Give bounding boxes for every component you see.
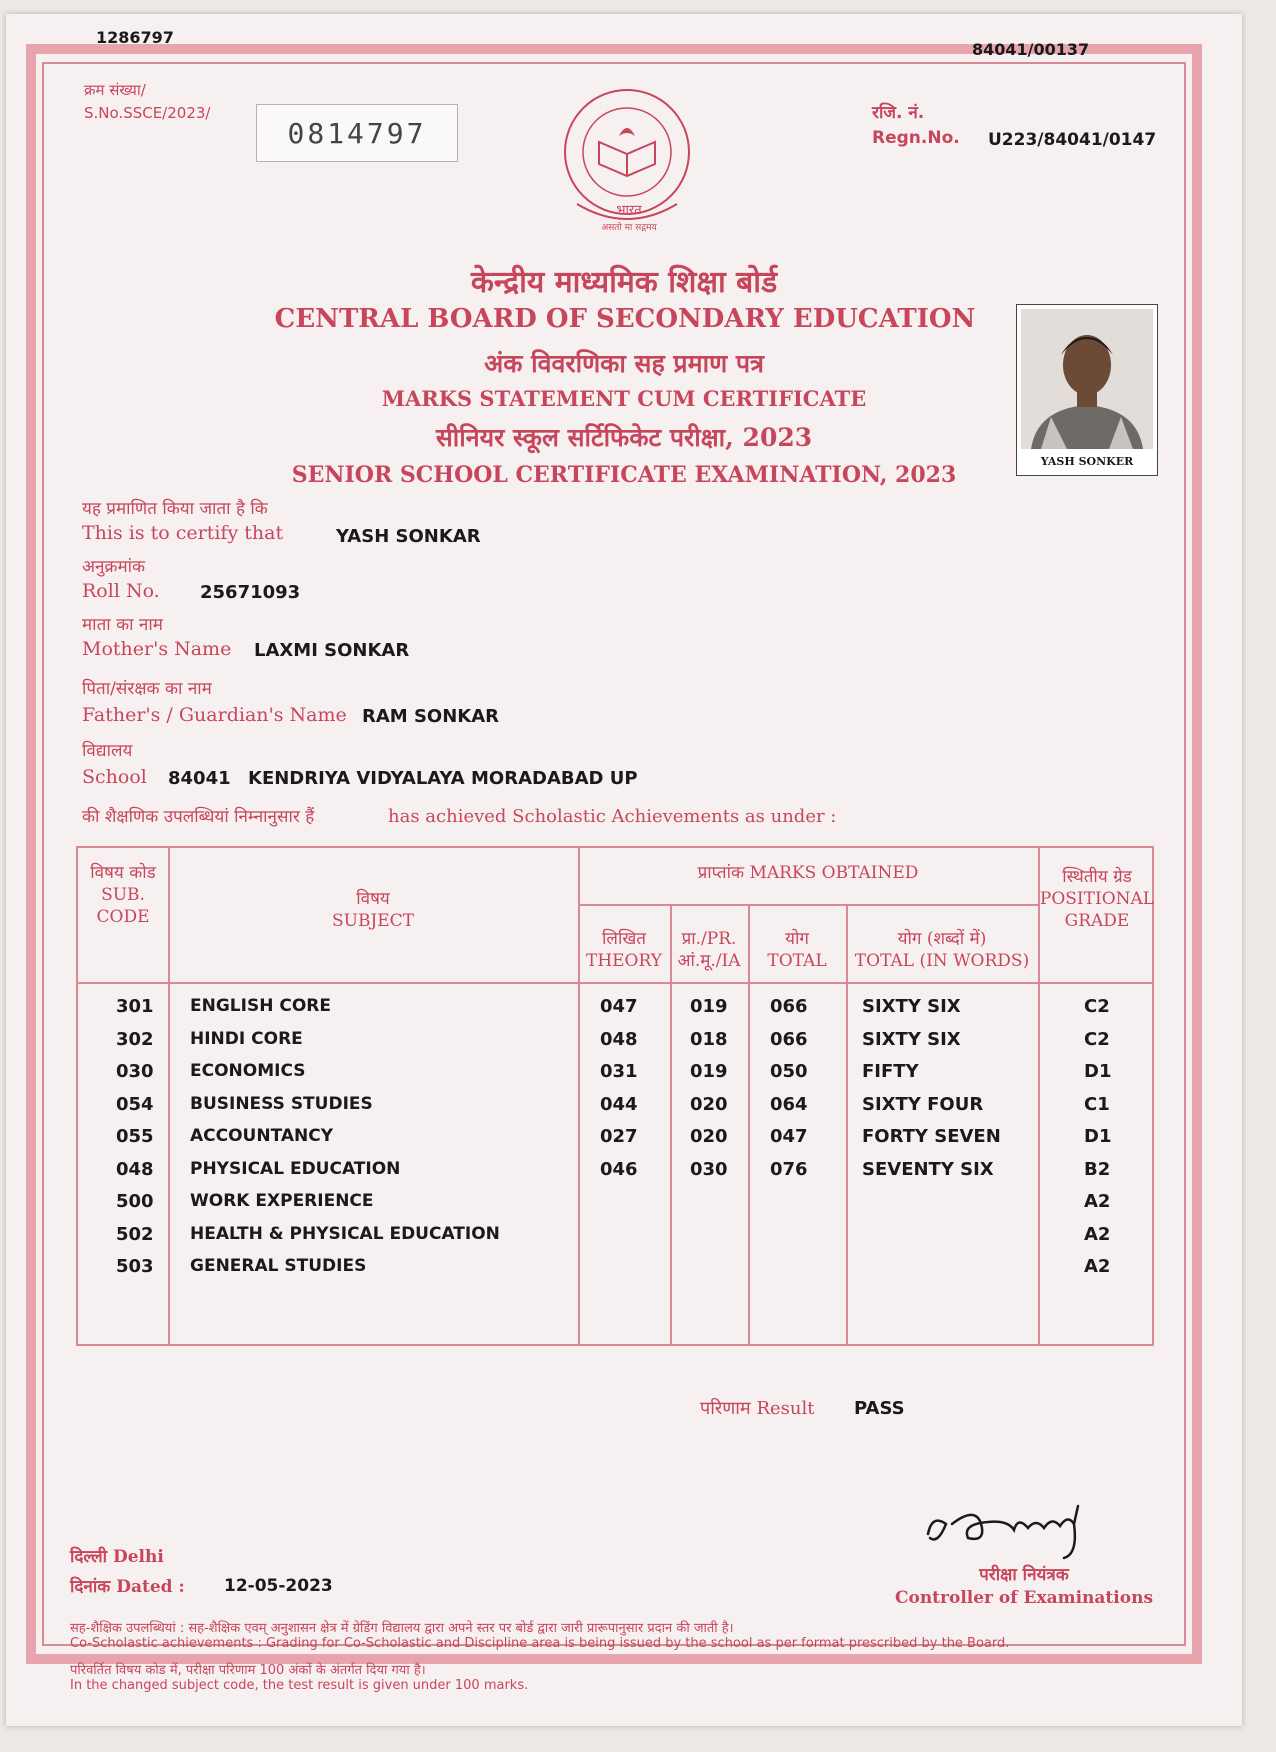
header-total-words: योग (शब्दों में) TOTAL (IN WORDS) (854, 929, 1030, 972)
result-label: परिणाम Result (700, 1398, 815, 1419)
subject-row (78, 1191, 1152, 1225)
regn-label-hi: रजि. नं. (872, 103, 925, 123)
father-label-en: Father's / Guardian's Name (82, 704, 347, 726)
subject-name: ECONOMICS (190, 1061, 306, 1081)
roll-label-hi: अनुक्रमांक (82, 557, 146, 577)
total-marks: 047 (770, 1126, 808, 1147)
practical-marks: 030 (690, 1158, 728, 1180)
board-title-en: CENTRAL BOARD OF SECONDARY EDUCATION (274, 304, 976, 334)
header-total: योग TOTAL (767, 929, 827, 972)
school-name: KENDRIYA VIDYALAYA MORADABAD UP (248, 768, 638, 789)
footnote-co-hi: सह-शैक्षिक उपलब्धियां : सह-शैक्षिक एवम् अनुशासन क्षेत्र में ग्रेडिंग विद्यालय द्वारा अपने स्तर पर बोर्ड द्वारा जारी प्रारूपानुसार प्रदान की जाती है। (70, 1621, 734, 1636)
footnote-changed-en: In the changed subject code, the test result is given under 100 marks. (70, 1678, 529, 1693)
total-marks: 066 (770, 996, 808, 1017)
theory-marks: 027 (600, 1126, 638, 1147)
subject-code: 503 (116, 1256, 154, 1277)
subject-code: 301 (116, 996, 154, 1017)
theory-marks: 046 (600, 1158, 638, 1180)
serial-number: 0814797 (256, 104, 458, 162)
mother-label-hi: माता का नाम (82, 615, 163, 635)
subject-name: HEALTH & PHYSICAL EDUCATION (190, 1223, 500, 1244)
school-label-hi: विद्यालय (82, 741, 133, 761)
school-code: 84041 (168, 768, 231, 789)
subject-name: ENGLISH CORE (190, 996, 331, 1016)
subject-row (78, 996, 1152, 1030)
emblem-motto: असतो मा सद्गमय (601, 223, 657, 233)
certificate-sheet (6, 14, 1242, 1726)
subject-name: BUSINESS STUDIES (190, 1093, 373, 1114)
subject-code: 502 (116, 1223, 154, 1245)
regn-label-en: Regn.No. (872, 128, 960, 148)
theory-marks: 044 (600, 1093, 638, 1115)
subject-code: 302 (116, 1028, 154, 1050)
positional-grade: C2 (1084, 996, 1110, 1017)
practical-marks: 018 (690, 1028, 728, 1050)
subject-row (78, 1159, 1152, 1193)
positional-grade: A2 (1084, 1223, 1111, 1245)
subject-name: ACCOUNTANCY (190, 1126, 334, 1146)
total-marks: 050 (770, 1061, 808, 1082)
place: दिल्ली Delhi (70, 1547, 164, 1567)
subject-name: WORK EXPERIENCE (190, 1191, 374, 1211)
mother-label-en: Mother's Name (82, 638, 232, 660)
practical-marks: 020 (690, 1093, 728, 1115)
subject-code: 030 (116, 1061, 154, 1082)
total-marks: 064 (770, 1093, 808, 1115)
photo-caption: YASH SONKER (1040, 455, 1134, 468)
student-photo (1016, 304, 1158, 476)
exam-title-en: SENIOR SCHOOL CERTIFICATE EXAMINATION, 2023 (291, 462, 957, 488)
total-in-words: SIXTY SIX (862, 996, 961, 1017)
positional-grade: C1 (1084, 1093, 1110, 1115)
regn-number: U223/84041/0147 (988, 130, 1157, 150)
practical-marks: 019 (690, 996, 728, 1017)
result-value: PASS (854, 1398, 905, 1419)
subject-row (78, 1029, 1152, 1063)
positional-grade: C2 (1084, 1028, 1110, 1050)
total-marks: 066 (770, 1028, 808, 1050)
controller-title-en: Controller of Examinations (894, 1588, 1154, 1608)
subject-code: 048 (116, 1158, 154, 1180)
header-practical: प्रा./PR. आं.मू./IA (677, 929, 741, 972)
date-label: दिनांक Dated : (70, 1577, 185, 1597)
achieved-label-hi: की शैक्षणिक उपलब्धियां निम्नानुसार हैं (82, 807, 315, 827)
header-code: विषय कोड SUB. CODE (90, 863, 156, 928)
student-name: YASH SONKAR (336, 526, 481, 547)
total-in-words: FIFTY (862, 1061, 919, 1082)
total-in-words: SEVENTY SIX (862, 1158, 994, 1180)
subject-name: HINDI CORE (190, 1028, 303, 1049)
header-grade: स्थितीय ग्रेड POSITIONAL GRADE (1039, 867, 1155, 932)
practical-marks: 020 (690, 1126, 728, 1147)
subject-row (78, 1094, 1152, 1128)
roll-number: 25671093 (200, 582, 301, 603)
subject-row (78, 1126, 1152, 1160)
header-subject: विषय SUBJECT (331, 889, 415, 932)
positional-grade: D1 (1084, 1126, 1112, 1147)
document-title-en: MARKS STATEMENT CUM CERTIFICATE (381, 386, 867, 411)
practical-marks: 019 (690, 1061, 728, 1082)
achieved-label-en: has achieved Scholastic Achievements as under : (388, 806, 837, 827)
subject-name: GENERAL STUDIES (190, 1256, 367, 1276)
subject-code: 054 (116, 1093, 154, 1115)
exam-title-hi: सीनियर स्कूल सर्टिफिकेट परीक्षा, 2023 (435, 423, 813, 452)
top-left-number: 1286797 (96, 28, 174, 47)
controller-signature (918, 1494, 1108, 1564)
school-label-en: School (82, 766, 147, 788)
father-label-hi: पिता/संरक्षक का नाम (82, 679, 212, 699)
total-marks: 076 (770, 1158, 808, 1180)
certify-label-en: This is to certify that (82, 522, 284, 544)
board-title-hi: केन्द्रीय माध्यमिक शिक्षा बोर्ड (470, 265, 778, 300)
positional-grade: D1 (1084, 1061, 1112, 1082)
total-in-words: SIXTY FOUR (862, 1093, 984, 1115)
theory-marks: 048 (600, 1028, 638, 1050)
theory-marks: 031 (600, 1061, 638, 1082)
mother-name: LAXMI SONKAR (254, 640, 410, 661)
subject-row (78, 1061, 1152, 1095)
serial-label-hi: क्रम संख्या/ (84, 81, 146, 99)
positional-grade: A2 (1084, 1191, 1111, 1212)
date-value: 12-05-2023 (224, 1576, 333, 1596)
subject-name: PHYSICAL EDUCATION (190, 1158, 401, 1179)
emblem-country: भारत (616, 203, 642, 218)
header-theory: लिखित THEORY (585, 929, 662, 972)
header-marks-obtained: प्राप्तांक MARKS OBTAINED (697, 863, 919, 883)
roll-label-en: Roll No. (82, 580, 160, 602)
footnote-co-en: Co-Scholastic achievements : Grading for Co-Scholastic and Discipline area is being issued by the school as per format prescribed by the Board. (70, 1636, 1010, 1651)
controller-title-hi: परीक्षा नियंत्रक (979, 1565, 1069, 1585)
marks-table (76, 846, 1154, 1346)
subject-code: 500 (116, 1191, 154, 1212)
certify-label-hi: यह प्रमाणित किया जाता है कि (82, 499, 268, 519)
serial-label-en: S.No.SSCE/2023/ (84, 104, 211, 122)
positional-grade: B2 (1084, 1158, 1111, 1180)
subject-row (78, 1256, 1152, 1290)
top-right-number: 84041/00137 (972, 40, 1090, 59)
total-in-words: FORTY SEVEN (862, 1126, 1001, 1147)
positional-grade: A2 (1084, 1256, 1111, 1277)
theory-marks: 047 (600, 996, 638, 1017)
total-in-words: SIXTY SIX (862, 1028, 961, 1050)
subject-code: 055 (116, 1126, 154, 1147)
footnote-changed-hi: परिवर्तित विषय कोड में, परीक्षा परिणाम 100 अंकों के अंतर्गत दिया गया है। (70, 1663, 426, 1678)
student-portrait (1021, 309, 1153, 449)
document-title-hi: अंक विवरणिका सह प्रमाण पत्र (484, 349, 764, 378)
subject-row (78, 1224, 1152, 1258)
father-name: RAM SONKAR (362, 706, 500, 727)
